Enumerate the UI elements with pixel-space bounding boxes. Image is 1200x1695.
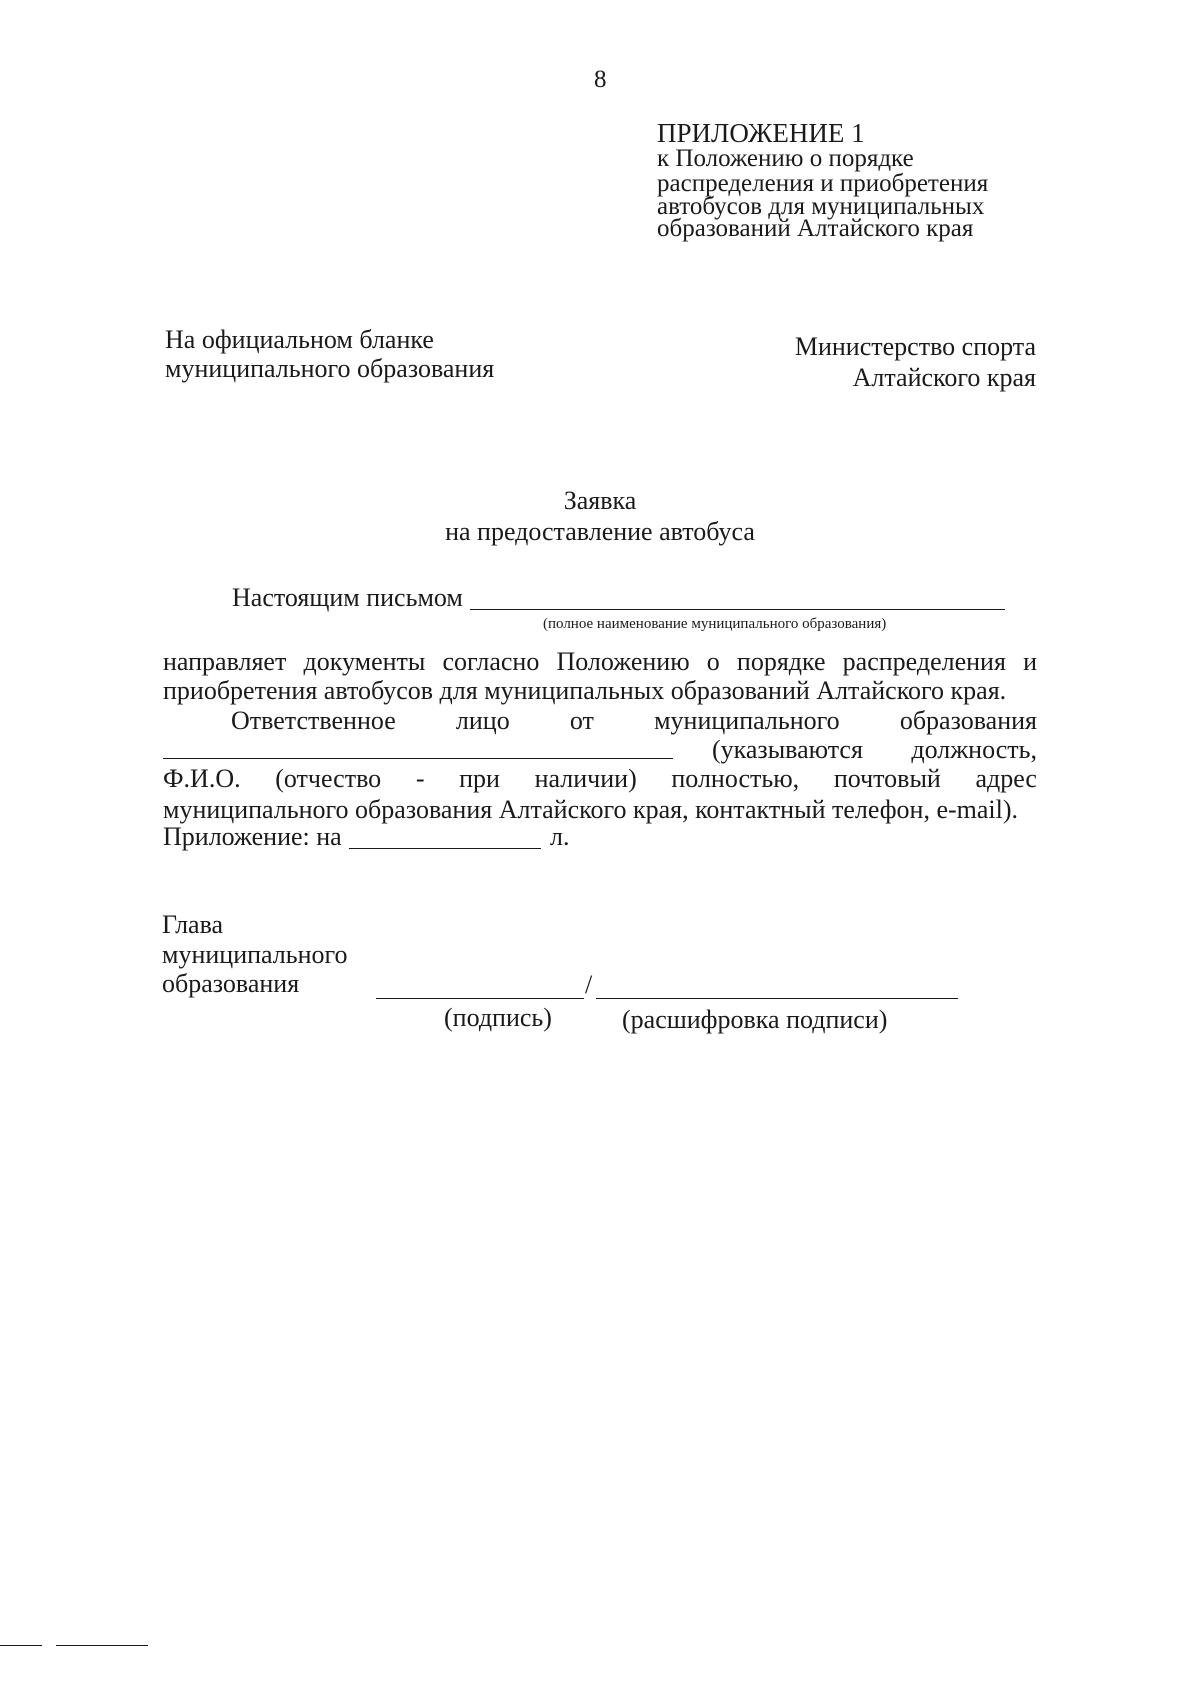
appendix-line-2: распределения и приобретения	[657, 170, 989, 197]
word: (отчество	[275, 764, 382, 793]
page-number: 8	[594, 66, 607, 93]
word: полностью,	[671, 764, 800, 793]
word: о	[706, 647, 720, 676]
paragraph-2-line-2	[712, 735, 1037, 765]
signatory-title-line-1: Глава	[162, 910, 224, 939]
appendix-line-1: к Положению о порядке	[657, 145, 914, 172]
word: (указываются	[712, 735, 863, 764]
word: согласно	[442, 647, 540, 676]
paragraph-2-line-3	[163, 764, 1037, 794]
word: адрес	[975, 764, 1037, 793]
addressee-line-1: Министерство спорта	[794, 332, 1036, 361]
heading-title: Заявка	[563, 486, 637, 515]
signature-line	[376, 998, 584, 999]
appendix-line-4: образований Алтайского края	[657, 215, 974, 242]
attachment-suffix: л.	[550, 822, 570, 851]
word: направляет	[163, 647, 287, 676]
word: наличии)	[534, 764, 637, 793]
word: при	[459, 764, 500, 793]
signature-decode-label: (расшифровка подписи)	[622, 1005, 888, 1034]
addressee-line-2: Алтайского края	[852, 363, 1036, 392]
word: порядке	[736, 647, 826, 676]
word: и	[1023, 647, 1037, 676]
letterhead-line-1: На официальном бланке	[165, 325, 434, 354]
paragraph-1-line-1	[163, 647, 1037, 677]
appendix-title: ПРИЛОЖЕНИЕ 1	[657, 118, 865, 148]
heading-subtitle: на предоставление автобуса	[445, 517, 755, 546]
footer-mark-2	[56, 1645, 148, 1646]
signatory-title-line-3: образования	[162, 969, 300, 998]
word: должность,	[911, 735, 1037, 764]
responsible-person-line	[163, 758, 673, 759]
word: образования	[899, 706, 1037, 735]
word: от	[569, 706, 594, 735]
word: Положению	[556, 647, 690, 676]
municipality-name-line	[470, 609, 1005, 610]
attachment-pages-line	[349, 848, 541, 849]
signature-decode-line	[596, 998, 958, 999]
footer-mark-1	[0, 1645, 42, 1646]
appendix-line-3: автобусов для муниципальных	[657, 193, 985, 220]
paragraph-1-line-2: приобретения автобусов для муниципальных образований Алтайского края.	[163, 676, 1007, 705]
signature-slash: /	[585, 970, 593, 999]
word: -	[415, 764, 425, 793]
word: распределения	[842, 647, 1006, 676]
word: документы	[303, 647, 426, 676]
municipality-name-hint: (полное наименование муниципального образования)	[543, 616, 887, 632]
word: Ответственное	[231, 706, 396, 735]
word: лицо	[455, 706, 510, 735]
letter-intro: Настоящим письмом	[232, 583, 463, 612]
word: муниципального	[654, 706, 840, 735]
word: Ф.И.О.	[163, 764, 241, 793]
attachment-prefix: Приложение: на	[163, 822, 342, 851]
signatory-title-line-2: муниципального	[162, 940, 348, 969]
paragraph-2-line-1	[231, 706, 1037, 736]
signature-label: (подпись)	[444, 1003, 552, 1032]
letterhead-line-2: муниципального образования	[165, 354, 495, 383]
word: почтовый	[833, 764, 941, 793]
paragraph-2-line-4: муниципального образования Алтайского края, контактный телефон, e-mail).	[163, 795, 1019, 824]
